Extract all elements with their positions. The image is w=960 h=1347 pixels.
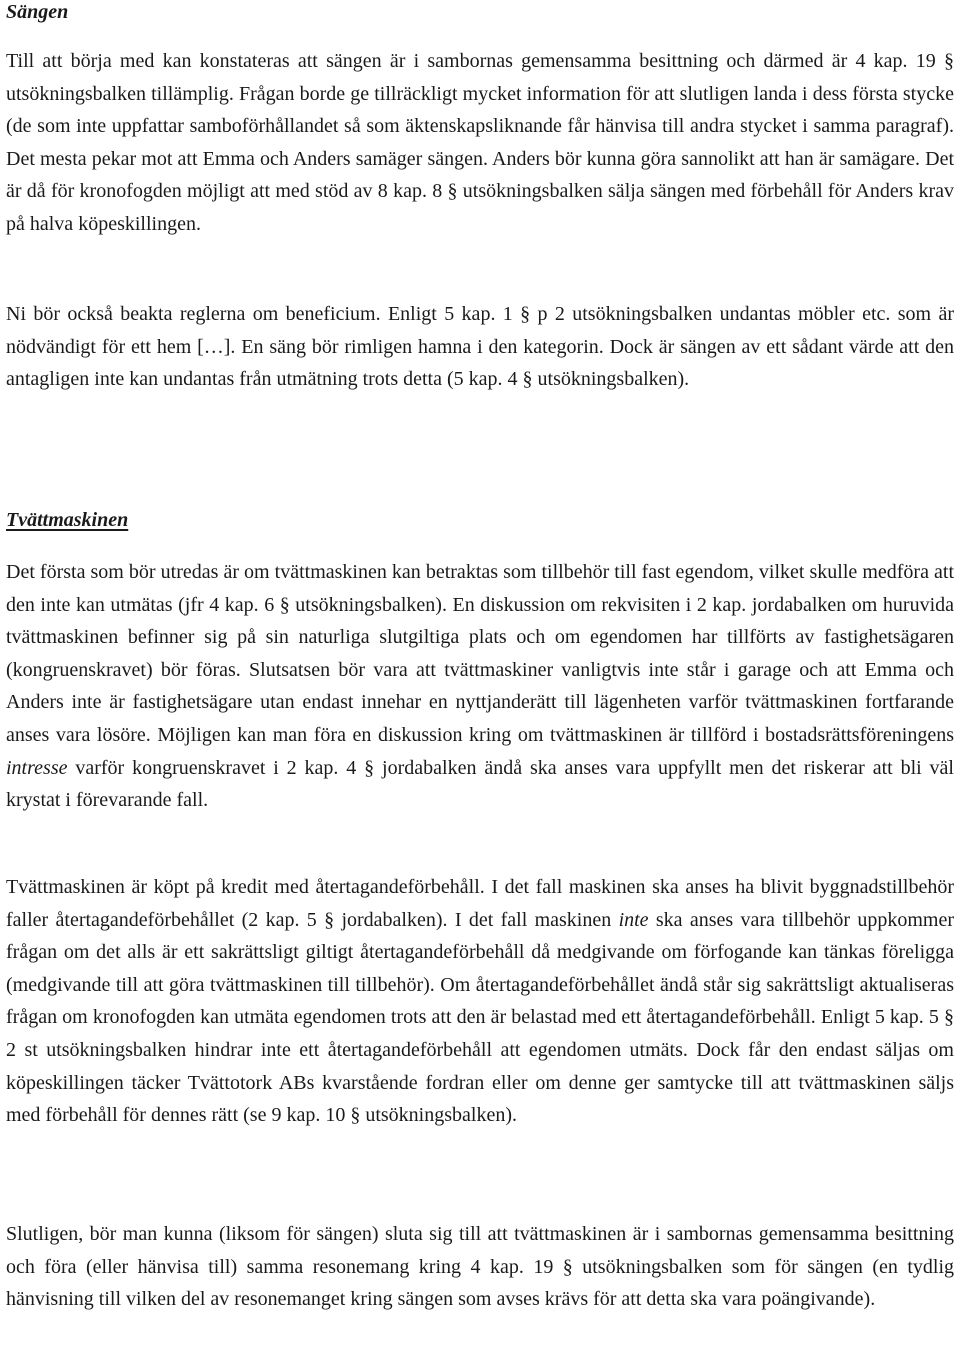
section-heading-sangen: Sängen <box>6 1 69 23</box>
paragraph-tvattmaskinen-3: Slutligen, bör man kunna (liksom för sängen) sluta sig till att tvättmaskinen är i sambornas gemensamma besittning och föra (eller hänvisa till) samma resonemang kring 4 kap. 19 § utsökningsbalken som för sängen (en tydlig hänvisning till vilken del av resonemanget kring sängen som avses krävs för att detta ska vara poängivande). <box>6 1223 954 1311</box>
paragraph-text: Det första som bör utredas är om tvättmaskinen kan betraktas som tillbehör till fast egendom, vilket skulle medföra att den inte kan utmätas (jfr 4 kap. 6 § utsökningsbalken). En diskussion om rekvisiten i 2 kap. jordabalken om huruvida tvättmaskinen befinner sig på sin naturliga slutgiltiga plats och om egendomen har tillförts av fastighetsägaren (kongruenskravet) bör föras. Slutsatsen bör vara att tvättmaskiner vanligtvis inte står i garage och att Emma och Anders inte är fastighetsägare utan endast innehar en nyttjanderätt till lägenheten varför tvättmaskinen fortfarande anses vara lösöre. Möjligen kan man föra en diskussion kring om tvättmaskinen är tillförd i bostadsrättsföreningens <box>6 561 954 746</box>
paragraph-tvattmaskinen-2 <box>6 871 954 1132</box>
emphasized-term: intresse <box>6 756 68 779</box>
section-heading-tvattmaskinen: Tvättmaskinen <box>6 509 129 531</box>
paragraph-text: varför kongruenskravet i 2 kap. 4 § jordabalken ändå ska anses vara uppfyllt men det riskerar att bli väl krystat i förevarande fall. <box>6 756 954 812</box>
paragraph-text: Tvättmaskinen är köpt på kredit med återtagandeförbehåll. I det fall maskinen ska anses ha blivit byggnadstillbehör faller återtagandeförbehållet (2 kap. 5 § jordabalken). I det fall maskinen <box>6 876 954 931</box>
paragraph-sangen-2: Ni bör också beakta reglerna om beneficium. Enligt 5 kap. 1 § p 2 utsökningsbalken undantas möbler etc. som är nödvändigt för ett hem […]. En säng bör rimligen hamna i den kategorin. Dock är sängen av ett sådant värde att den antagligen inte kan undantas från utmätning trots detta (5 kap. 4 § utsökningsbalken). <box>6 303 954 391</box>
paragraph-sangen-1: Till att börja med kan konstateras att sängen är i sambornas gemensamma besittning och därmed är 4 kap. 19 § utsökningsbalken tillämplig. Frågan borde ge tillräckligt mycket information för att slutligen landa i dess första stycke (de som inte uppfattar samboförhållandet så som äktenskapsliknande får hänvisa till andra stycket i samma paragraf). Det mesta pekar mot att Emma och Anders samäger sängen. Anders bör kunna göra sannolikt att han är samägare. Det är då för kronofogden möjligt att med stöd av 8 kap. 8 § utsökningsbalken sälja sängen med förbehåll för Anders krav på halva köpeskillingen. <box>6 50 954 235</box>
paragraph-text: ska anses vara tillbehör uppkommer frågan om det alls är ett sakrättsligt giltigt återtagandeförbehåll då medgivande om förfogande kan tänkas föreligga (medgivande till att göra tvättmaskinen till tillbehör). Om återtagandeförbehållet ändå står sig sakrättsligt aktualiseras frågan om kronofogden kan utmäta egendomen trots att den är belastad med ett återtagandeförbehåll. Enligt 5 kap. 5 § 2 st utsökningsbalken hindrar inte ett återtagandeförbehåll att egendomen utmäts. Dock får den endast säljas om köpeskillingen täcker Tvättotork ABs kvarstående fordran eller om denne ger samtycke till att tvättmaskinen säljs med förbehåll för dennes rätt (se 9 kap. 10 § utsökningsbalken). <box>6 908 955 1127</box>
paragraph-tvattmaskinen-1 <box>6 556 954 817</box>
emphasized-term: inte <box>618 908 649 931</box>
